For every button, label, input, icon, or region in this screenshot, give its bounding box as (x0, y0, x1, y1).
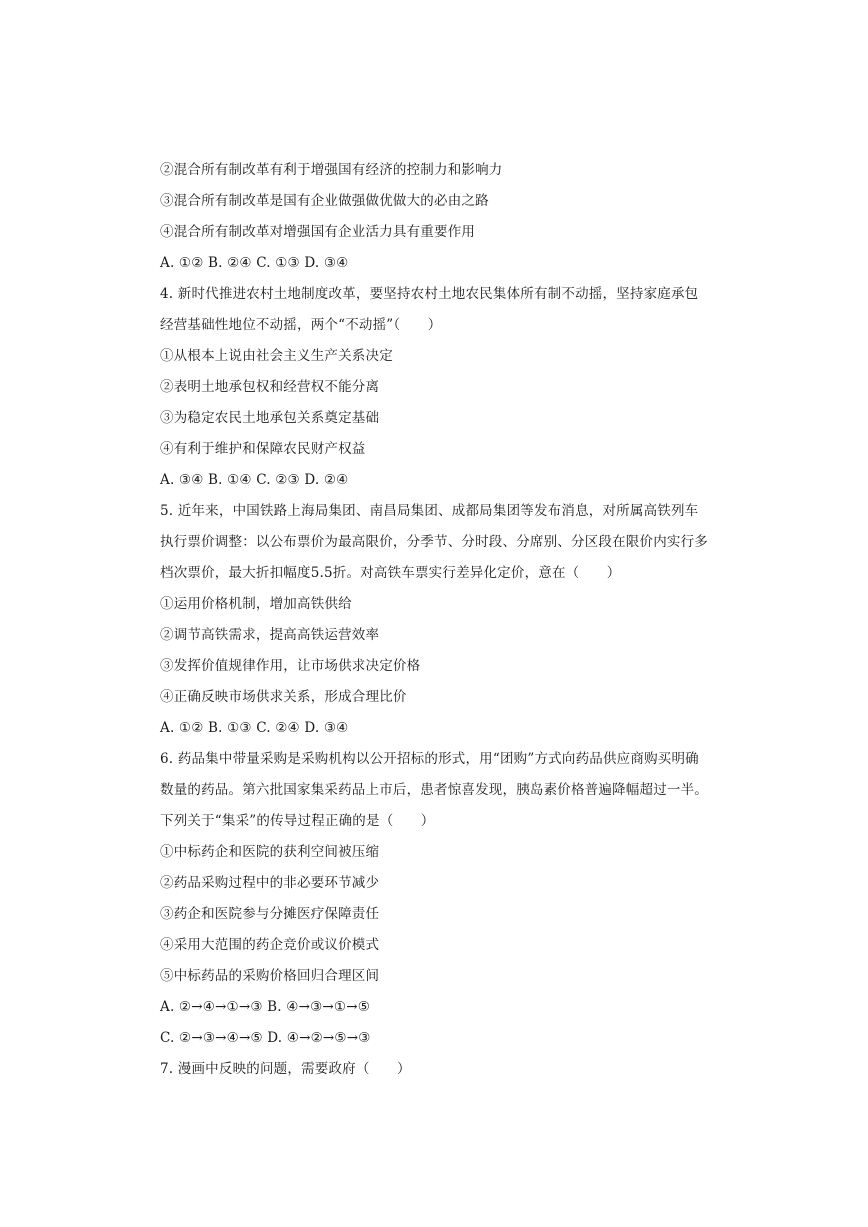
option-statement-4: ④混合所有制改革对增强国有企业活力具有重要作用 (160, 224, 476, 240)
answer-choices-q3: A. ①② B. ②④ C. ①③ D. ③④ (160, 255, 349, 271)
q5-statement-1: ①运用价格机制，增加高铁供给 (160, 596, 352, 612)
option-statement-3: ③混合所有制改革是国有企业做强做优做大的必由之路 (160, 193, 489, 209)
question-6-stem-line-3: 下列关于“集采”的传导过程正确的是（ ） (160, 813, 435, 829)
q4-statement-3: ③为稳定农民土地承包关系奠定基础 (160, 410, 380, 426)
question-4-stem-line-2: 经营基础性地位不动摇，两个“不动摇”（ ） (160, 317, 442, 333)
q6-statement-2: ②药品采购过程中的非必要环节减少 (160, 875, 380, 891)
q6-statement-5: ⑤中标药品的采购价格回归合理区间 (160, 968, 380, 984)
question-6-stem-line-1: 6. 药品集中带量采购是采购机构以公开招标的形式，用“团购”方式向药品供应商购买明确 (160, 751, 699, 767)
q6-statement-1: ①中标药企和医院的获利空间被压缩 (160, 844, 380, 860)
q5-statement-2: ②调节高铁需求，提高高铁运营效率 (160, 627, 380, 643)
question-5-stem-line-1: 5. 近年来，中国铁路上海局集团、南昌局集团、成都局集团等发布消息，对所属高铁列车 (160, 503, 699, 519)
answer-choices-q5: A. ①② B. ①③ C. ②④ D. ③④ (160, 720, 349, 736)
question-6-stem-line-2: 数量的药品。第六批国家集采药品上市后，患者惊喜发现，胰岛素价格普遍降幅超过一半。 (160, 782, 708, 798)
q5-statement-3: ③发挥价值规律作用，让市场供求决定价格 (160, 658, 421, 674)
option-statement-2: ②混合所有制改革有利于增强国有经济的控制力和影响力 (160, 162, 503, 178)
answer-choices-q6-ab: A. ②→④→①→③ B. ④→③→①→⑤ (160, 999, 371, 1015)
question-5-stem-line-3: 档次票价，最大折扣幅度5.5折。对高铁车票实行差异化定价，意在（ ） (160, 565, 621, 581)
q6-statement-3: ③药企和医院参与分摊医疗保障责任 (160, 906, 380, 922)
question-7-stem: 7. 漫画中反映的问题，需要政府（ ） (160, 1061, 411, 1077)
answer-choices-q6-cd: C. ②→③→④→⑤ D. ④→②→⑤→③ (160, 1030, 371, 1046)
question-4-stem-line-1: 4. 新时代推进农村土地制度改革，要坚持农村土地农民集体所有制不动摇，坚持家庭承包 (160, 286, 699, 302)
answer-choices-q4: A. ③④ B. ①④ C. ②③ D. ②④ (160, 472, 349, 488)
q4-statement-2: ②表明土地承包权和经营权不能分离 (160, 379, 380, 395)
q5-statement-4: ④正确反映市场供求关系，形成合理比价 (160, 689, 407, 705)
question-5-stem-line-2: 执行票价调整：以公布票价为最高限价，分季节、分时段、分席别、分区段在限价内实行多 (160, 534, 708, 550)
q4-statement-4: ④有利于维护和保障农民财产权益 (160, 441, 366, 457)
q6-statement-4: ④采用大范围的药企竞价或议价模式 (160, 937, 380, 953)
q4-statement-1: ①从根本上说由社会主义生产关系决定 (160, 348, 393, 364)
